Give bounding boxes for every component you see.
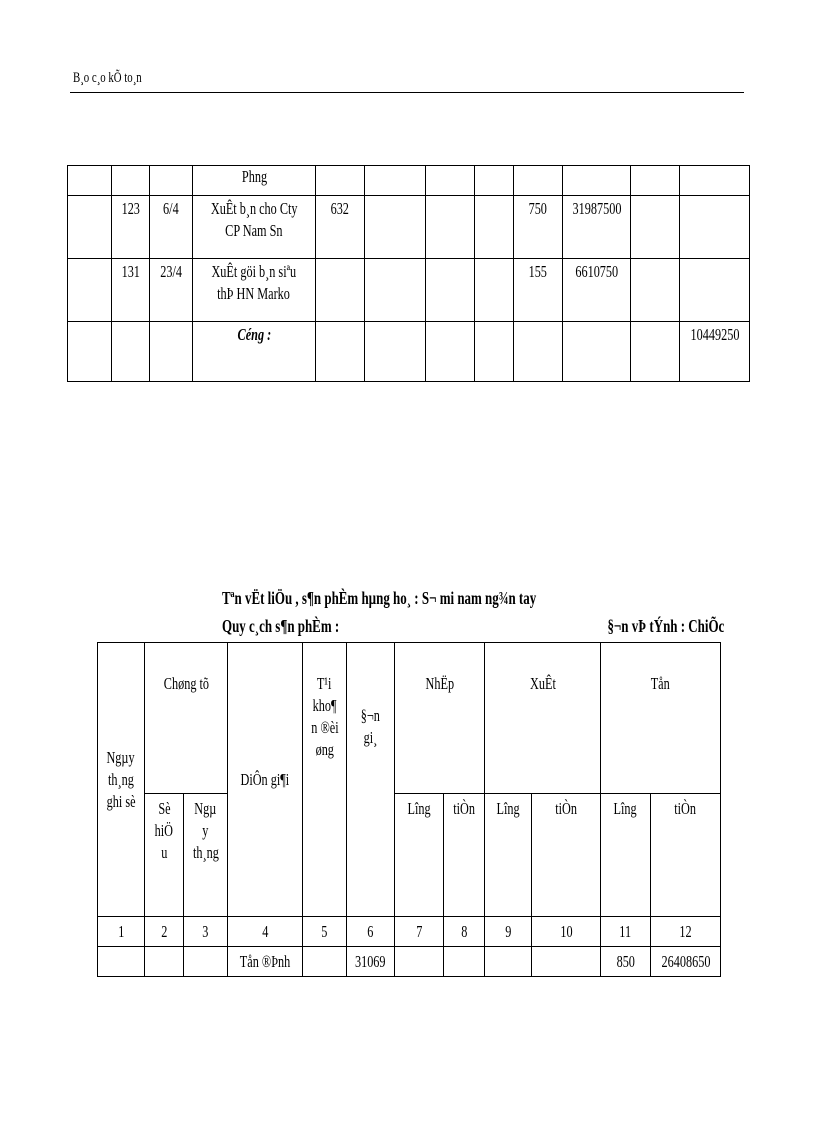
amount-cell: 6610750	[563, 259, 631, 322]
stock-amount-header: tiÒn	[651, 794, 721, 917]
quantity-cell: 750	[514, 196, 563, 259]
stock-qty-header: Lîng	[601, 794, 651, 917]
date-column-header: Ngµy th¸ng ghi sè	[98, 643, 145, 917]
export-amount-header: tiÒn	[532, 794, 601, 917]
description-cell: Tån ®Þnh	[228, 947, 303, 977]
total-label: Céng :	[193, 322, 316, 382]
column-number: 11	[601, 917, 651, 947]
subheader-row	[98, 794, 721, 917]
unit-price-cell: 31069	[347, 947, 395, 977]
column-number: 12	[651, 917, 721, 947]
ledger-spec-line: Quy c¸ch s¶n phÈm :	[222, 616, 340, 636]
import-column-header: NhËp	[395, 643, 485, 794]
header-divider	[70, 92, 744, 93]
description-column-header: DiÔn gi¶i	[228, 643, 303, 917]
stock-column-header: Tån	[601, 643, 721, 794]
table-row	[68, 166, 750, 196]
import-amount-header: tiÒn	[444, 794, 485, 917]
table-row	[68, 259, 750, 322]
amount-cell: 31987500	[563, 196, 631, 259]
export-qty-header: Lîng	[485, 794, 532, 917]
column-number: 7	[395, 917, 444, 947]
date-cell: 6/4	[150, 196, 193, 259]
column-number: 4	[228, 917, 303, 947]
voucher-column-header: Chøng tõ	[145, 643, 228, 794]
description-cell: Phng	[193, 166, 316, 196]
column-number: 8	[444, 917, 485, 947]
header-row	[98, 643, 721, 794]
voucher-date-header: Ngµ y th¸ng	[184, 794, 228, 917]
description-cell: XuÊt göi b¸n siªu thÞ HN Marko	[193, 259, 316, 322]
ledger-table-continued	[67, 165, 750, 382]
ledger-table	[97, 642, 721, 977]
account-cell	[316, 259, 365, 322]
ledger-unit-line: §¬n vÞ tÝnh : ChiÕc	[607, 616, 724, 636]
import-qty-header: Lîng	[395, 794, 444, 917]
stock-amount-cell: 26408650	[651, 947, 721, 977]
quantity-cell: 155	[514, 259, 563, 322]
total-row	[68, 322, 750, 382]
column-number: 6	[347, 917, 395, 947]
unit-price-column-header: §¬n gi¸	[347, 643, 395, 917]
stock-qty-cell: 850	[601, 947, 651, 977]
doc-no-cell: 131	[112, 259, 150, 322]
ledger-title: Tªn vËt liÖu , s¶n phÈm hµng ho¸ : S¬ mi nam ng¾n tay	[222, 588, 537, 608]
total-balance-cell: 10449250	[680, 322, 750, 382]
column-number: 2	[145, 917, 184, 947]
column-number: 5	[303, 917, 347, 947]
account-column-header: T¹i kho¶ n ®èi øng	[303, 643, 347, 917]
column-number-row	[98, 917, 721, 947]
export-column-header: XuÊt	[485, 643, 601, 794]
table-row	[68, 196, 750, 259]
column-number: 1	[98, 917, 145, 947]
column-number: 3	[184, 917, 228, 947]
doc-no-cell: 123	[112, 196, 150, 259]
column-number: 10	[532, 917, 601, 947]
report-header-title: B¸o c¸o kÕ to¸n	[73, 70, 142, 86]
description-cell: XuÊt b¸n cho Cty CP Nam Sn	[193, 196, 316, 259]
date-cell: 23/4	[150, 259, 193, 322]
opening-balance-row	[98, 947, 721, 977]
voucher-no-header: Sè hiÖ u	[145, 794, 184, 917]
account-cell: 632	[316, 196, 365, 259]
column-number: 9	[485, 917, 532, 947]
